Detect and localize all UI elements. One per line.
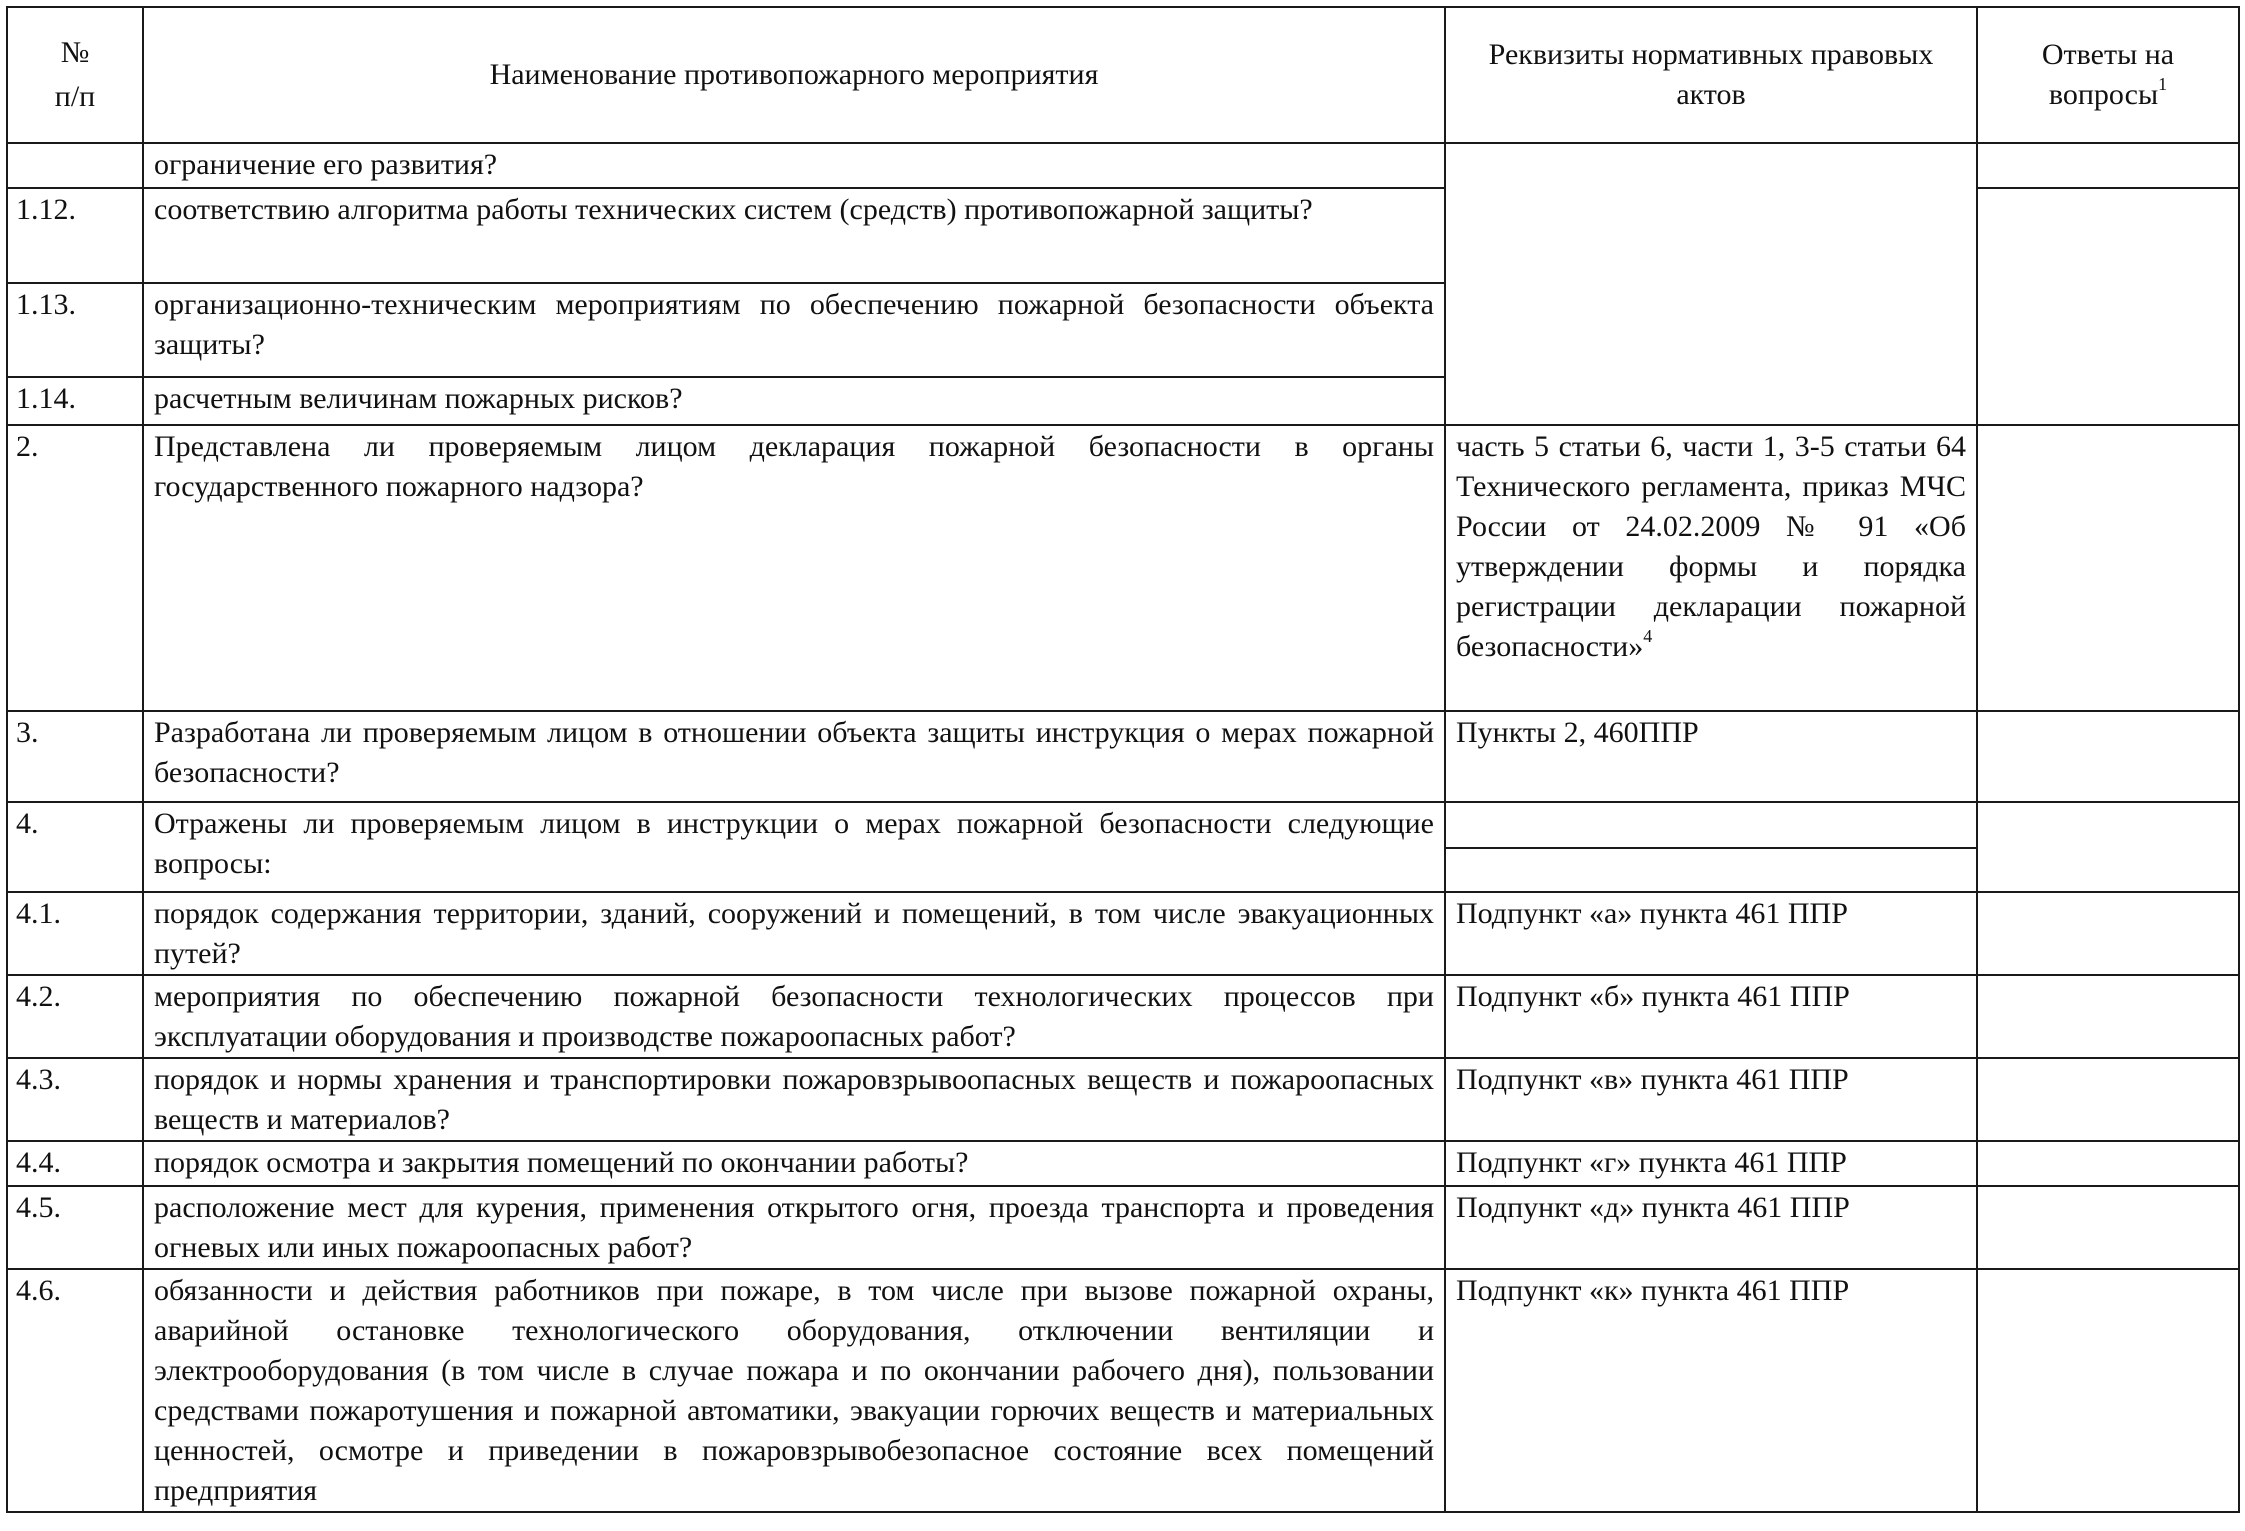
row-name: порядок и нормы хранения и транспортировки пожаровзрывоопасных веществ и пожароопасных веществ и материалов? <box>143 1058 1445 1141</box>
row-name: обязанности и действия работников при пожаре, в том числе при вызове пожарной охраны, аварийной остановке технологического оборудования, отключении вентиляции и электрооборудования (в том числе в случае пожара и по окончании рабочего дня), пользовании средствами пожаротушения и пожарной автоматики, эвакуации горючих веществ и материальных ценностей, осмотре и приведении в пожаровзрывобезопасное состояние всех помещений предприятия <box>143 1269 1445 1512</box>
row-requisites: Подпункт «к» пункта 461 ППР <box>1445 1269 1977 1512</box>
row-answer[interactable] <box>1977 892 2239 975</box>
row-requisites: Подпункт «б» пункта 461 ППР <box>1445 975 1977 1058</box>
header-answers: Ответы на вопросы$^1$ <box>1977 7 2239 143</box>
requisites-divider <box>1446 803 1976 849</box>
row-num: 4.3. <box>7 1058 143 1141</box>
row-num: 4.4. <box>7 1141 143 1186</box>
row-name: Разработана ли проверяемым лицом в отношении объекта защиты инструкция о мерах пожарной безопасности? <box>143 711 1445 802</box>
row-num: 4.6. <box>7 1269 143 1512</box>
table-row <box>7 143 2239 188</box>
row-answer[interactable] <box>1977 975 2239 1058</box>
table-row <box>7 711 2239 802</box>
header-name: Наименование противопожарного мероприятия <box>143 7 1445 143</box>
row-requisites: Подпункт «г» пункта 461 ППР <box>1445 1141 1977 1186</box>
row-num: 1.13. <box>7 283 143 377</box>
row-name: порядок содержания территории, зданий, сооружений и помещений, в том числе эвакуационных путей? <box>143 892 1445 975</box>
row-num: 2. <box>7 425 143 711</box>
row-name: мероприятия по обеспечению пожарной безопасности технологических процессов при эксплуатации оборудования и производстве пожароопасных работ? <box>143 975 1445 1058</box>
table-row <box>7 1058 2239 1141</box>
table-row <box>7 1186 2239 1269</box>
row-answer[interactable] <box>1977 188 2239 425</box>
requisites-footnote: 4 <box>1643 626 1653 646</box>
table-header-row <box>7 7 2239 143</box>
header-answers-footnote: 1 <box>2158 74 2168 94</box>
row-answer[interactable] <box>1977 425 2239 711</box>
row-name: ограничение его развития? <box>143 143 1445 188</box>
header-num-line2: п/п <box>54 80 96 113</box>
row-name: организационно-техническим мероприятиям по обеспечению пожарной безопасности объекта защиты? <box>143 283 1445 377</box>
checklist-table <box>6 6 2240 1513</box>
row-name: порядок осмотра и закрытия помещений по окончании работы? <box>143 1141 1445 1186</box>
row-name: Отражены ли проверяемым лицом в инструкции о мерах пожарной безопасности следующие вопросы: <box>143 802 1445 892</box>
row-requisites: Подпункт «в» пункта 461 ППР <box>1445 1058 1977 1141</box>
row-num: 4.1. <box>7 892 143 975</box>
row-name: соответствию алгоритма работы технических систем (средств) противопожарной защиты? <box>143 188 1445 283</box>
row-answer[interactable] <box>1977 1186 2239 1269</box>
header-num-line1: № <box>60 36 90 69</box>
row-requisites: Пункты 2, 460ППР <box>1445 711 1977 802</box>
row-answer[interactable] <box>1977 802 2239 892</box>
table-row <box>7 1269 2239 1512</box>
row-requisites <box>1445 802 1977 892</box>
header-num <box>7 7 143 143</box>
row-answer[interactable] <box>1977 711 2239 802</box>
row-requisites: Подпункт «д» пункта 461 ППР <box>1445 1186 1977 1269</box>
table-row <box>7 975 2239 1058</box>
row-requisites: Подпункт «а» пункта 461 ППР <box>1445 892 1977 975</box>
row-requisites: часть 5 статьи 6, части 1, 3-5 статьи 64 Технического регламента, приказ МЧС России от 24.02.2009 № 91 «Об утверждении формы и порядка регистрации декларации пожарной безопасности»$^4$ <box>1445 425 1977 711</box>
row-name: расчетным величинам пожарных рисков? <box>143 377 1445 425</box>
row-num: 4.5. <box>7 1186 143 1269</box>
row-name: расположение мест для курения, применения открытого огня, проезда транспорта и проведения огневых или иных пожароопасных работ? <box>143 1186 1445 1269</box>
row-num: 4.2. <box>7 975 143 1058</box>
header-requisites: Реквизиты нормативных правовых актов <box>1445 7 1977 143</box>
row-answer[interactable] <box>1977 1058 2239 1141</box>
row-num: 1.14. <box>7 377 143 425</box>
row-requisites <box>1445 143 1977 425</box>
row-num: 4. <box>7 802 143 892</box>
table-row <box>7 892 2239 975</box>
row-num <box>7 143 143 188</box>
row-answer[interactable] <box>1977 1269 2239 1512</box>
row-answer[interactable] <box>1977 1141 2239 1186</box>
table-row <box>7 802 2239 892</box>
row-num: 1.12. <box>7 188 143 283</box>
table-row <box>7 1141 2239 1186</box>
row-answer[interactable] <box>1977 143 2239 188</box>
row-num: 3. <box>7 711 143 802</box>
row-name: Представлена ли проверяемым лицом декларация пожарной безопасности в органы государственного пожарного надзора? <box>143 425 1445 711</box>
table-row <box>7 425 2239 711</box>
